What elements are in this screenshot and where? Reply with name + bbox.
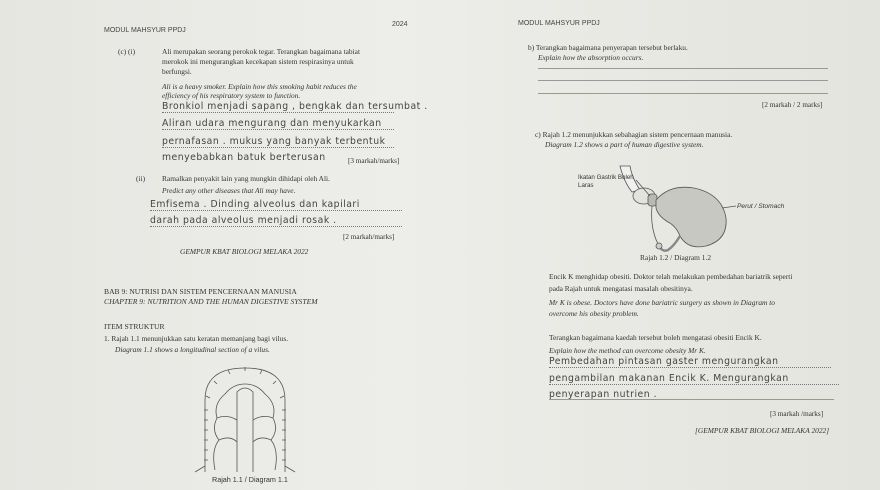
marks-c-ii: [2 markah/marks]: [343, 233, 395, 241]
label-band-line-1: Ikatan Gastrik Boleh: [578, 174, 634, 181]
marks-explain: [3 markah /marks]: [770, 410, 824, 418]
source-left: GEMPUR KBAT BIOLOGI MELAKA 2022: [180, 247, 309, 256]
paragraph-english-1: Mr K is obese. Doctors have done bariatric surgery as shown in Diagram to: [549, 298, 775, 307]
header-right: MODUL MAHSYUR PPDJ: [518, 20, 600, 27]
question-c-english: Diagram 1.2 shows a part of human digestive system.: [545, 140, 704, 149]
diagram-1-1-caption: Rajah 1.1 / Diagram 1.1: [212, 475, 288, 484]
answer-c-i-line-1: Bronkiol menjadi sapang , bengkak dan tersumbat .: [162, 101, 428, 112]
question-c-i-number: (c) (i): [118, 47, 136, 56]
marks-b: [2 markah / 2 marks]: [762, 101, 823, 109]
section-title: ITEM STRUKTUR: [104, 322, 165, 331]
answer-explain-line-1: Pembedahan pintasan gaster mengurangkan: [549, 356, 831, 368]
answer-c-i-line-4: menyebabkan batuk berterusan: [162, 152, 326, 163]
answer-c-i-line-2: Aliran udara mengurang dan menyukarkan: [162, 118, 394, 130]
source-right: [GEMPUR KBAT BIOLOGI MELAKA 2022]: [695, 426, 830, 435]
answer-c-ii-line-1: Emfisema . Dinding alveolus dan kapilari: [150, 199, 402, 211]
question-c-i-english-2: efficiency of his respiratory system to function.: [162, 91, 301, 100]
question-c-i-malay-2: merokok ini mengurangkan kecekapan sistem respirasinya untuk: [162, 57, 354, 66]
answer-explain-rule-3: [549, 399, 834, 400]
question-c-ii-malay: Ramalkan penyakit lain yang mungkin dihidapi oleh Ali.: [162, 174, 330, 183]
question-1-english: Diagram 1.1 shows a longitudinal section of a vilus.: [115, 345, 270, 354]
question-b-malay: b) Terangkan bagaimana penyerapan tersebut berlaku.: [528, 43, 688, 52]
chapter-title-english: CHAPTER 9: NUTRITION AND THE HUMAN DIGESTIVE SYSTEM: [104, 297, 318, 306]
header-year: 2024: [392, 21, 408, 28]
marks-c-i: [3 markah/marks]: [348, 157, 400, 165]
question-b-english: Explain how the absorption occurs.: [538, 53, 644, 62]
question-c-malay: c) Rajah 1.2 menunjukkan sebahagian sistem pencernaan manusia.: [535, 130, 733, 139]
answer-c-i-line-3: pernafasan . mukus yang banyak terbentuk: [162, 136, 394, 148]
question-c-i-malay-3: berfungsi.: [162, 67, 192, 76]
header-left: MODUL MAHSYUR PPDJ: [104, 27, 186, 34]
diagram-1-2-caption: Rajah 1.2 / Diagram 1.2: [640, 253, 712, 262]
paragraph-english-2: overcome his obesity problem.: [549, 309, 639, 318]
paragraph-malay-1: Encik K menghidap obesiti. Doktor telah melakukan pembedahan bariatrik seperti: [549, 272, 793, 281]
answer-explain-line-2: pengambilan makanan Encik K. Mengurangkan: [549, 373, 839, 385]
answer-c-ii-line-2: darah pada alveolus menjadi rosak .: [150, 215, 402, 227]
label-stomach: Perut / Stomach: [737, 203, 785, 210]
answer-b-line-2: [538, 80, 828, 81]
answer-b-line-1: [538, 68, 828, 69]
villus-diagram: [175, 360, 315, 475]
question-c-i-malay-1: Ali merupakan seorang perokok tegar. Terangkan bagaimana tabiat: [162, 47, 360, 56]
question-explain-english: Explain how the method can overcome obesity Mr K.: [549, 346, 706, 355]
question-explain-malay: Terangkan bagaimana kaedah tersebut boleh mengatasi obesiti Encik K.: [549, 333, 762, 342]
question-c-ii-number: (ii): [136, 174, 146, 183]
chapter-title-malay: BAB 9: NUTRISI DAN SISTEM PENCERNAAN MANUSIA: [104, 287, 297, 296]
question-1-malay: 1. Rajah 1.1 menunjukkan satu keratan memanjang bagi vilus.: [104, 334, 289, 343]
answer-explain-line-3: penyerapan nutrien .: [549, 389, 658, 400]
paragraph-malay-2: pada Rajah untuk mengatasi masalah obesitinya.: [549, 284, 693, 293]
label-band-line-2: Laras: [578, 182, 594, 189]
answer-b-line-3: [538, 93, 828, 94]
question-c-i-english-1: Ali is a heavy smoker. Explain how this smoking habit reduces the: [162, 82, 357, 91]
question-c-ii-english: Predict any other diseases that Ali may have.: [162, 186, 296, 195]
